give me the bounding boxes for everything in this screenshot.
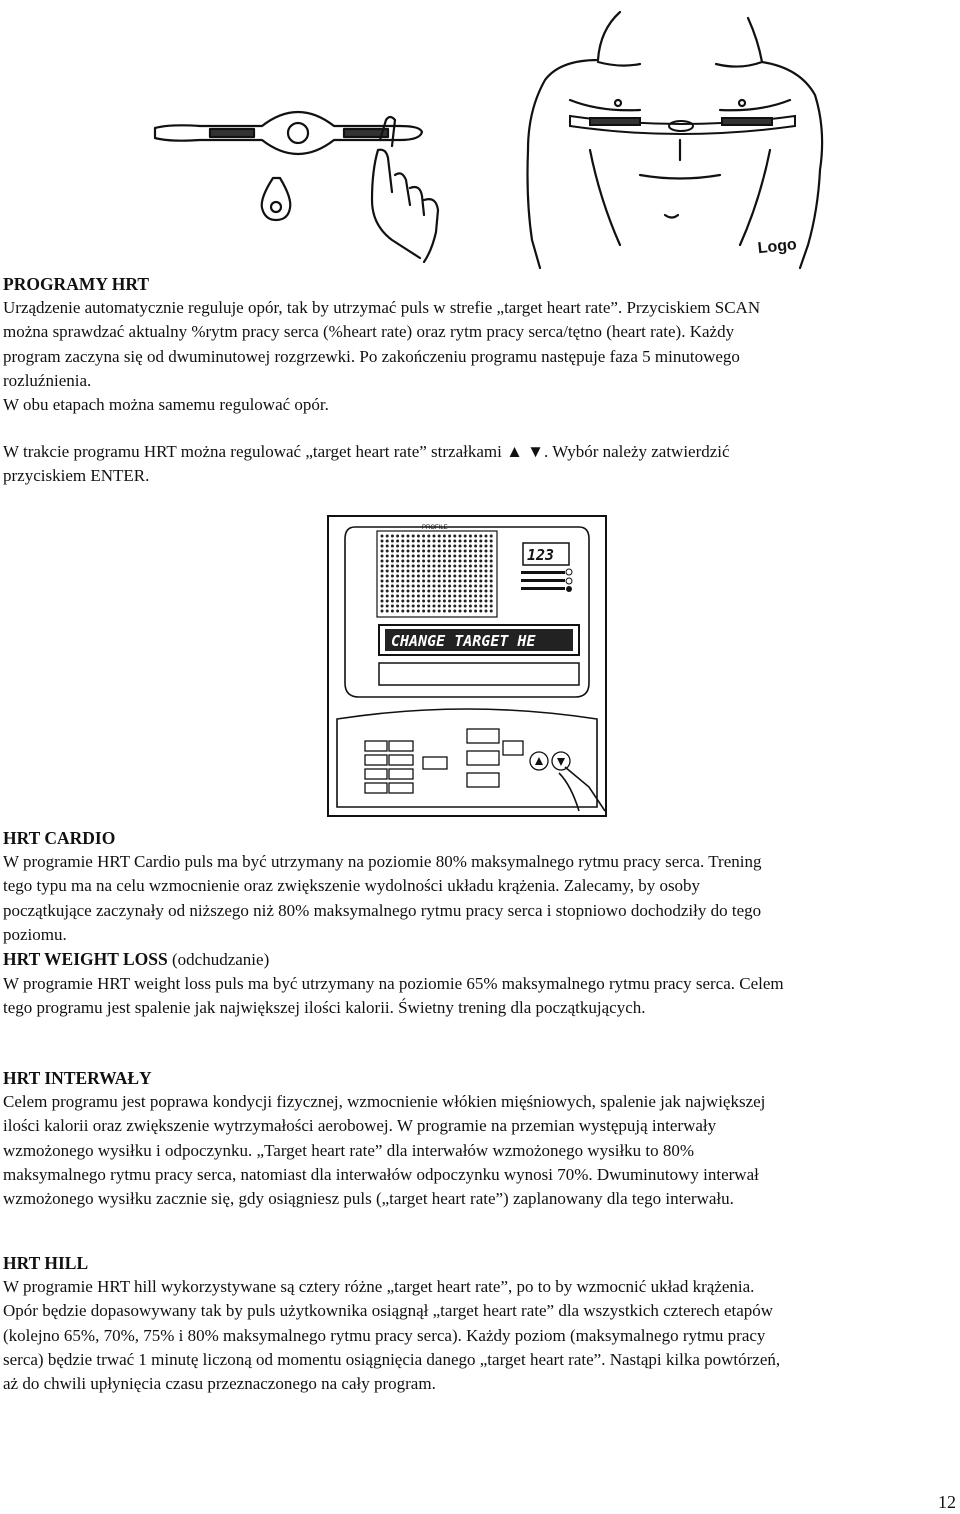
paragraph-line: W trakcie programu HRT można regulować „target heart rate” strzałkami ▲ ▼. Wybór należy zatwierdzić (3, 442, 730, 461)
paragraph-line: maksymalnego rytmu pracy serca, natomiast dla interwałów odpoczynku wynosi 70%. Dwuminutowy interwał (3, 1164, 759, 1184)
section-hill (3, 1251, 948, 1396)
profile-dot-matrix (377, 531, 497, 617)
paragraph-line: przyciskiem ENTER. (3, 466, 150, 486)
console-illustration (327, 515, 607, 817)
paragraph-line: Urządzenie automatycznie reguluje opór, tak by utrzymać puls w strefie „target heart rate”. Przyciskiem SCAN (3, 298, 761, 318)
paragraph-line: W programie HRT hill wykorzystywane są cztery różne „target heart rate”, po to by wzmocnić układ krążenia. (3, 1277, 755, 1297)
paragraph-line: tego programu jest spalenie jak największej ilości kalorii. Świetny trening dla początkujących. (3, 998, 646, 1018)
paragraph-line: W obu etapach można samemu regulować opór. (3, 395, 329, 415)
paragraph-line: program zaczyna się od dwuminutowej rozgrzewki. Po zakończeniu programu następuje faza 5 minutowego (3, 346, 740, 366)
section-interwaly (3, 1066, 948, 1211)
weight-heading-line (3, 947, 948, 972)
paragraph-line: W programie HRT weight loss puls ma być utrzymany na poziomie 65% maksymalnego rytmu pracy serca. Celem (3, 974, 784, 994)
lcd-message: CHANGE TARGET HE (391, 632, 536, 650)
cardio-heading: HRT CARDIO (3, 828, 116, 848)
paragraph-line: można sprawdzać aktualny %rytm pracy serca (%heart rate) oraz rytm pracy serca/tętno (heart rate). Każdy (3, 322, 735, 342)
page-number: 12 (938, 1492, 956, 1512)
section-adjust (3, 440, 948, 488)
paragraph-line: Celem programu jest poprawa kondycji fizycznej, wzmocnienie włókien mięśniowych, spalenie jak największej (3, 1092, 766, 1112)
paragraph-line: serca) będzie trwać 1 minutę liczoną od momentu osiągnięcia danego „target heart rate”. Nastąpi kilka powtórzeń, (3, 1349, 781, 1369)
profile-label: PROFILE (422, 525, 448, 531)
hr-lcd-number: 123 (527, 546, 555, 564)
paragraph-line: Opór będzie dopasowywany tak by puls użytkownika osiągnął „target heart rate” dla wszystkich czterech etapów (3, 1301, 774, 1321)
weight-heading-suffix: (odchudzanie) (167, 950, 270, 970)
paragraph-line: poziomu. (3, 924, 67, 944)
paragraph-line: wzmożonego wysiłku zacznie się, gdy osiągniesz puls („target heart rate”) zaplanowany dla tego interwału. (3, 1189, 734, 1209)
hill-heading: HRT HILL (3, 1253, 89, 1273)
logo-label: Logo (756, 236, 798, 258)
weight-heading: HRT WEIGHT LOSS (3, 949, 168, 970)
paragraph-line: tego typu ma na celu wzmocnienie oraz zwiększenie wydolności układu krążenia. Zalecamy, by osoby (3, 876, 701, 896)
paragraph-line: aż do chwili upłynięcia czasu przeznaczonego na cały program. (3, 1374, 436, 1394)
paragraph-line: ilości kalorii oraz zwiększenie wytrzymałości aerobowej. W programie na przemian występują interwały (3, 1116, 717, 1136)
paragraph-line: (kolejno 65%, 70%, 75% i 80% maksymalnego rytmu pracy serca). Każdy poziom (maksymalnego rytmu pracy (3, 1325, 766, 1345)
chest-strap-illustration (0, 0, 960, 270)
programy-heading: PROGRAMY HRT (3, 274, 150, 294)
paragraph-line: początkujące zaczynały od niższego niż 80% maksymalnego rytmu pracy serca i stopniowo dochodziły do tego (3, 900, 762, 920)
section-programy (3, 272, 948, 417)
paragraph-line: rozluźnienia. (3, 370, 92, 390)
section-cardio (3, 826, 948, 1021)
paragraph-line: W programie HRT Cardio puls ma być utrzymany na poziomie 80% maksymalnego rytmu pracy serca. Trening (3, 852, 762, 872)
paragraph-line: wzmożonego wysiłku i odpoczynku. „Target heart rate” dla interwałów wzmożonego wysiłku to 80% (3, 1140, 695, 1160)
interwaly-heading: HRT INTERWAŁY (3, 1068, 152, 1088)
